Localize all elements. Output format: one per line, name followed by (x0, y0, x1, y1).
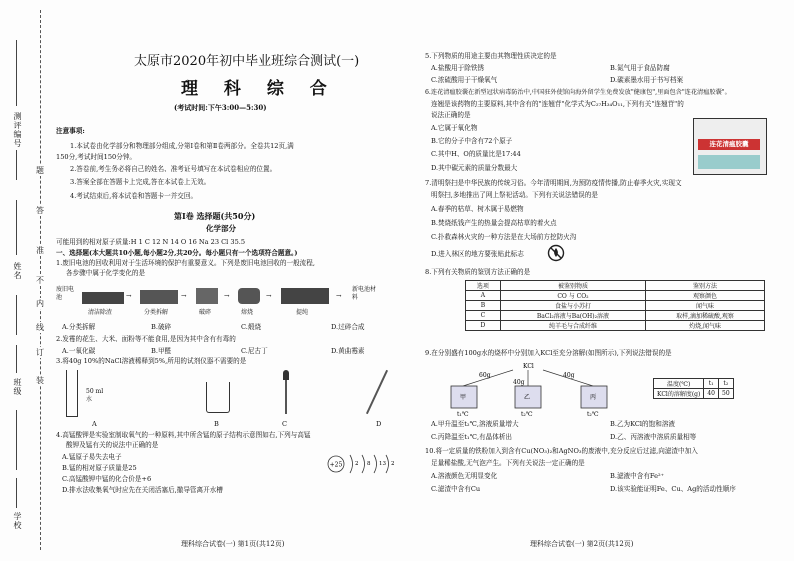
note-item: 4.考试结束后,将本试卷和答题卡一并交回。 (70, 192, 198, 200)
option: B.氮气用于食品防腐 (610, 64, 670, 72)
temperature-label: t₂℃ (521, 411, 533, 418)
table-header-row (466, 281, 765, 291)
question-3: 3.将40g 10%的NaCl溶液稀释到5%,所用的试剂仪器不需要的是 (56, 357, 247, 365)
table-cell: B (466, 301, 501, 311)
question-6-cont: 连翘是该药物的主要原料,其中含有的"连翘苷"化学式为C₂₇H₃₄O₁₁,下列有关"连翘苷"的 (431, 100, 684, 108)
part-title: 化学部分 (206, 224, 236, 233)
name-line (16, 200, 17, 255)
table-cell: 温度(℃) (654, 379, 704, 389)
option: C (282, 420, 288, 428)
note-item: 3.答案全部在答题卡上完成,答在本试卷上无效。 (70, 178, 211, 186)
arrow-icon: → (266, 292, 272, 300)
option: D.进入林区的地方要张贴此标志 (431, 250, 524, 258)
flow-step: 熔烧 (241, 309, 254, 316)
school-line (16, 478, 17, 508)
option: B.乙为KCl的饱和溶液 (610, 420, 676, 428)
class-line-2 (16, 410, 17, 470)
option: B.它的分子中含有72个原子 (431, 137, 513, 145)
note-item: 150分,考试时间150分钟。 (56, 153, 137, 161)
option: B.破碎 (151, 323, 172, 331)
table-cell: 纯羊毛与合成纤维 (500, 321, 645, 331)
table-cell: 50 (719, 389, 734, 399)
table-cell: t₁ (704, 379, 719, 389)
question-1-cont: 各步骤中属于化学变化的是 (66, 269, 146, 277)
question-7: 7.清明祭扫是中华民族的传统习俗。今年清明期间,为预防疫情传播,防止春季火灾,实现文 (425, 179, 682, 187)
option: A.溶液颜色无明显变化 (431, 472, 498, 480)
option: B (214, 420, 219, 428)
note-item: 2.答卷前,考生务必将自己的姓名、准考证号填写在本试卷相应的位置。 (70, 165, 277, 173)
option: C.其中H、O的质量比是17:44 (431, 150, 521, 158)
option: A.盐酸用于除铁锈 (431, 64, 485, 72)
option: A.分类拆解 (62, 323, 96, 331)
question-4: 4.高锰酸钾是实验室制取氧气的一种原料,其中所含锰的原子结构示意图如右,下列与高锰 (56, 431, 311, 439)
lab-apparatus (56, 368, 411, 420)
exam-number-label: 测评编号 (13, 112, 22, 148)
name-label: 姓名 (13, 262, 22, 280)
binding-char: 内 (36, 299, 44, 308)
question-6: 6.连花清瘟胶囊在新型冠状病毒防治中,中国驻外使馆向海外留学生免费发放"健康包",里面包含"连花清瘟胶囊"。 (425, 89, 731, 96)
option: D.碳素墨水用于书写档案 (610, 76, 684, 84)
table-cell: KCl的溶解度(g) (654, 389, 704, 399)
table-cell: t₂ (719, 379, 734, 389)
arrow-icon: → (224, 292, 230, 300)
machine-icon (196, 288, 218, 304)
beaker-icon (206, 382, 230, 413)
machine-icon (238, 288, 260, 304)
machine-icon (140, 290, 178, 304)
flow-step: 清洁除渣 (88, 309, 113, 316)
binding-char: 不 (36, 276, 44, 285)
option: C.滤渣中含有Cu (431, 485, 481, 493)
note-item: 1.本试卷由化学部分和物理部分组成,分第Ⅰ卷和第Ⅱ卷两部分。全卷共12页,满 (70, 142, 294, 150)
table-header-cell: 被鉴别物质 (500, 281, 645, 291)
table-row (654, 389, 734, 399)
battery-recycling-flow (56, 282, 411, 322)
table-row (654, 379, 734, 389)
no-fire-sign-icon (547, 244, 565, 262)
option: D.其中碳元素的质量分数最大 (431, 164, 518, 172)
table-row (466, 291, 765, 301)
option: A.它属于氧化物 (431, 124, 478, 132)
section-title: 第Ⅰ卷 选择题(共50分) (174, 211, 256, 221)
binding-char: 线 (36, 323, 44, 332)
binding-char: 订 (36, 348, 44, 357)
option: D.排水法收集氧气时应先在关闭活塞后,撤导管离开水槽 (62, 486, 223, 494)
notes-heading: 注意事项: (56, 127, 85, 135)
atomic-masses: 可能用到的相对原子质量:H 1 C 12 N 14 O 16 Na 23 Cl 35.5 (56, 238, 246, 246)
school-label: 学校 (13, 512, 22, 530)
flow-step: 新电池材料 (352, 286, 377, 301)
medicine-box-label: 连花清瘟胶囊 (698, 139, 760, 150)
medicine-box-band (698, 155, 760, 169)
table-header-cell: 选项 (466, 281, 501, 291)
name-line-2 (16, 295, 17, 335)
option: C.丙降温至t₁℃,有晶体析出 (431, 433, 513, 441)
option: D.黄曲霉素 (331, 347, 365, 355)
table-cell: A (466, 291, 501, 301)
option: D.过碎合成 (331, 323, 365, 331)
identification-table (465, 280, 765, 331)
nucleus-label: +25 (329, 461, 343, 469)
medicine-box-image (693, 118, 767, 175)
left-page (56, 0, 411, 561)
binding-char: 装 (36, 376, 44, 385)
exam-number-line-2 (16, 150, 17, 180)
shell-count: 2 (391, 461, 395, 467)
option: A (92, 420, 97, 428)
graduated-cylinder-icon (66, 370, 78, 417)
atom-structure-diagram (326, 450, 406, 478)
diagram-label: 60g (479, 372, 491, 379)
shell-count: 8 (367, 461, 371, 467)
arrow-icon: → (336, 292, 342, 300)
question-2: 2.发霉的花生、大米、面粉等不能食用,是因为其中含有有毒的 (56, 335, 236, 343)
machine-icon (281, 288, 329, 304)
option: C.浓硫酸用于干燥氧气 (431, 76, 498, 84)
section-instructions: 一、选择题(本大题共10小题,每小题2分,共20分。每小题只有一个选项符合题意。) (56, 249, 298, 257)
flow-step: 破碎 (199, 309, 212, 316)
shell-count: 13 (379, 461, 386, 467)
question-7-cont: 明祭扫,多地推出了网上祭祀活动。下列有关说法错误的是 (431, 191, 598, 199)
table-cell: 观察颜色 (646, 291, 765, 301)
question-10-cont: 足量稀盐酸,无气泡产生。下列有关说法一定正确的是 (431, 459, 585, 467)
exam-number-line (16, 40, 17, 106)
dropper-bulb-icon (283, 370, 289, 380)
option: A.锰原子易失去电子 (62, 453, 122, 461)
option: A.春季的枯草、树木属于易燃物 (431, 205, 524, 213)
option: B.甲醛 (151, 347, 172, 355)
class-line (16, 345, 17, 373)
beaker-label: 乙 (524, 394, 531, 401)
flow-step: 分类拆解 (144, 309, 169, 316)
page-footer: 理科综合试卷(一) 第2页(共12页) (530, 540, 634, 548)
subject-title: 理 科 综 合 (181, 79, 337, 99)
table-row (466, 311, 765, 321)
exam-time: (考试时间:下午3:00—5:30) (174, 103, 267, 112)
binding-char: 准 (36, 246, 44, 255)
option: B.焚烧纸钱产生的热量会提高枯草的着火点 (431, 219, 557, 227)
option: C.尼古丁 (241, 347, 268, 355)
question-8: 8.下列有关物质的鉴别方法正确的是 (425, 268, 531, 276)
table-cell: 40 (704, 389, 719, 399)
flow-step: 废旧电池 (56, 286, 75, 301)
table-cell: CO 与 CO₂ (500, 291, 645, 301)
flow-step: 提纯 (296, 309, 309, 316)
table-cell: BaCl₂溶液与Ba(OH)₂溶液 (500, 311, 645, 321)
question-1: 1.废旧电池的回收利用对于生活环境的保护有重要意义。下列是废旧电池回收的一般流程, (56, 259, 315, 267)
question-9: 9.在分别盛有100g水的烧杯中分别加入KCl至充分溶解(如图所示),下列说法错误的是 (425, 349, 672, 357)
option: D.乙、丙溶液中溶质质量相等 (610, 433, 697, 441)
solubility-table (653, 378, 734, 399)
class-label: 班级 (13, 378, 22, 396)
option: D.该实验能证明Fe、Cu、Ag的活动性顺序 (610, 485, 736, 493)
question-4-cont: 酸钾及锰有关的说法中正确的是 (66, 441, 159, 449)
right-page (425, 0, 787, 561)
option: C.煅烧 (241, 323, 262, 331)
exam-title: 太原市2020年初中毕业班综合测试(一) (134, 54, 360, 69)
table-cell: 食盐与小苏打 (500, 301, 645, 311)
kcl-beakers-diagram (433, 360, 623, 418)
option: C.高锰酸钾中锰的化合价是+6 (62, 475, 152, 483)
table-row (466, 321, 765, 331)
machine-icon (82, 292, 124, 304)
binding-char: 题 (36, 166, 44, 175)
table-cell: 闻气味 (646, 301, 765, 311)
option: B.锰的相对原子质量是25 (62, 464, 137, 472)
table-cell: D (466, 321, 501, 331)
question-5: 5.下列物质的用途主要由其物理性质决定的是 (425, 52, 557, 60)
option: B.滤液中含有Fe²⁺ (610, 472, 665, 480)
binding-char: 答 (36, 206, 44, 215)
temperature-label: t₂℃ (587, 411, 599, 418)
arrow-icon: → (126, 292, 132, 300)
dropper-tube-icon (285, 380, 287, 414)
cylinder-label: 50 ml 水 (86, 388, 104, 403)
glass-rod-icon (366, 370, 388, 414)
option: D (376, 420, 382, 428)
question-10: 10.将一定质量的铁粉加入到含有Cu(NO₃)₂和AgNO₃的废液中,充分反应后过滤,向滤渣中加入 (425, 447, 698, 455)
temperature-label: t₁℃ (457, 411, 469, 418)
binding-strip (0, 0, 52, 561)
table-cell: 灼烧,闻气味 (646, 321, 765, 331)
diagram-label: 40g (513, 379, 525, 386)
option: A.甲升温至t₂℃,溶液质量增大 (431, 420, 519, 428)
table-cell: C (466, 311, 501, 321)
diagram-label: 40g (563, 372, 575, 379)
table-row (466, 301, 765, 311)
question-6-cont2: 说法正确的是 (431, 111, 471, 119)
beaker-label: 丙 (590, 394, 597, 401)
table-header-cell: 鉴别方法 (646, 281, 765, 291)
option: A.一氧化碳 (62, 347, 96, 355)
table-cell: 取样,滴加稀硫酸,观察 (646, 311, 765, 321)
option: C.扑救森林火灾的一种方法是在大场前方挖防火沟 (431, 233, 577, 241)
diagram-label: KCl (523, 363, 534, 370)
arrow-icon: → (181, 292, 187, 300)
shell-count: 2 (355, 461, 359, 467)
beaker-label: 甲 (460, 394, 467, 401)
page-footer: 理科综合试卷(一) 第1页(共12页) (181, 540, 285, 548)
